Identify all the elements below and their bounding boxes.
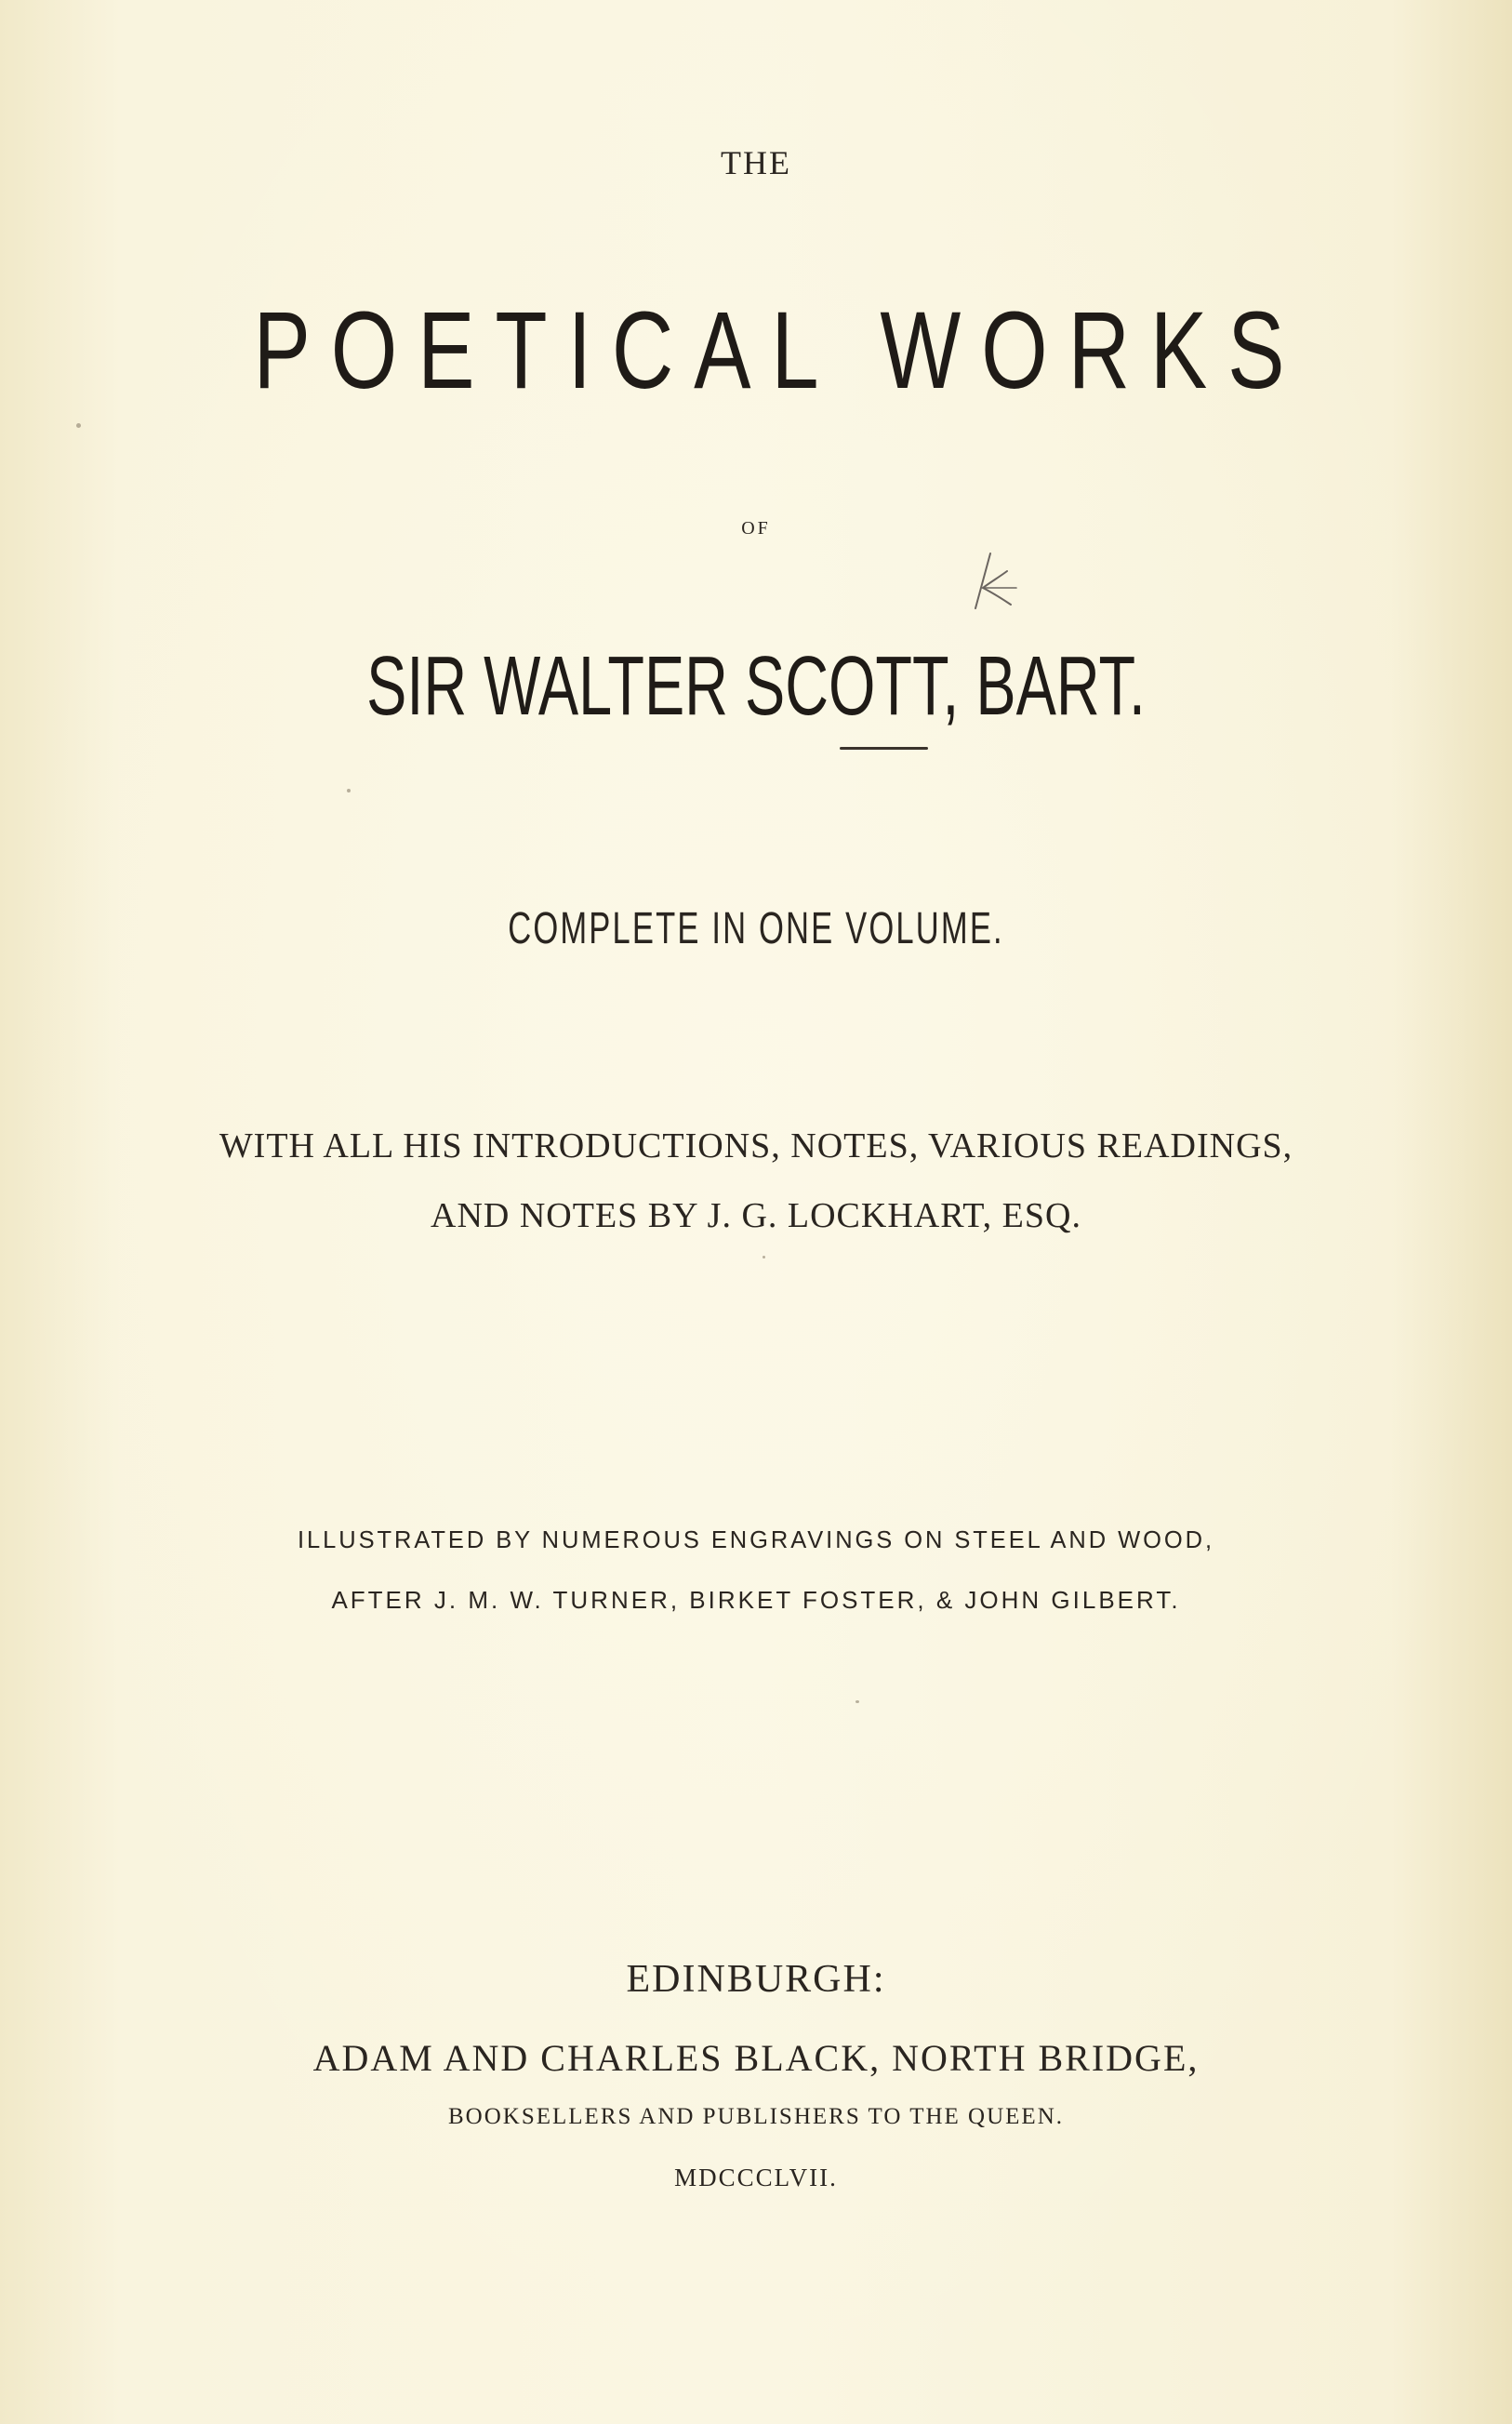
complete-in-one-volume: COMPLETE IN ONE VOLUME. — [508, 904, 1004, 953]
of-label: OF — [741, 518, 771, 539]
imprint-city: EDINBURGH: — [626, 1958, 886, 2001]
the-heading: THE — [721, 144, 791, 181]
paper-speck — [76, 423, 81, 428]
imprint-publisher: ADAM AND CHARLES BLACK, NORTH BRIDGE, — [312, 2037, 1200, 2079]
imprint-date: MDCCCLVII. — [674, 2164, 838, 2191]
imprint-booksellers: BOOKSELLERS AND PUBLISHERS TO THE QUEEN. — [448, 2104, 1064, 2129]
paper-speck — [347, 789, 351, 792]
introductions-line-2: AND NOTES BY J. G. LOCKHART, ESQ. — [431, 1196, 1081, 1235]
main-title: POETICAL WORKS — [253, 289, 1306, 412]
decorative-rule — [840, 747, 928, 750]
author-name: SIR WALTER SCOTT, BART. — [366, 640, 1146, 733]
paper-speck — [763, 1256, 765, 1259]
introductions-line-1: WITH ALL HIS INTRODUCTIONS, NOTES, VARIOUS READINGS, — [219, 1126, 1293, 1165]
illustrated-line-2: AFTER J. M. W. TURNER, BIRKET FOSTER, & JOHN GILBERT. — [331, 1586, 1181, 1614]
paper-speck — [855, 1700, 859, 1703]
illustrated-line-1: ILLUSTRATED BY NUMEROUS ENGRAVINGS ON STEEL AND WOOD, — [298, 1525, 1214, 1553]
pencil-k-mark — [962, 549, 1028, 614]
